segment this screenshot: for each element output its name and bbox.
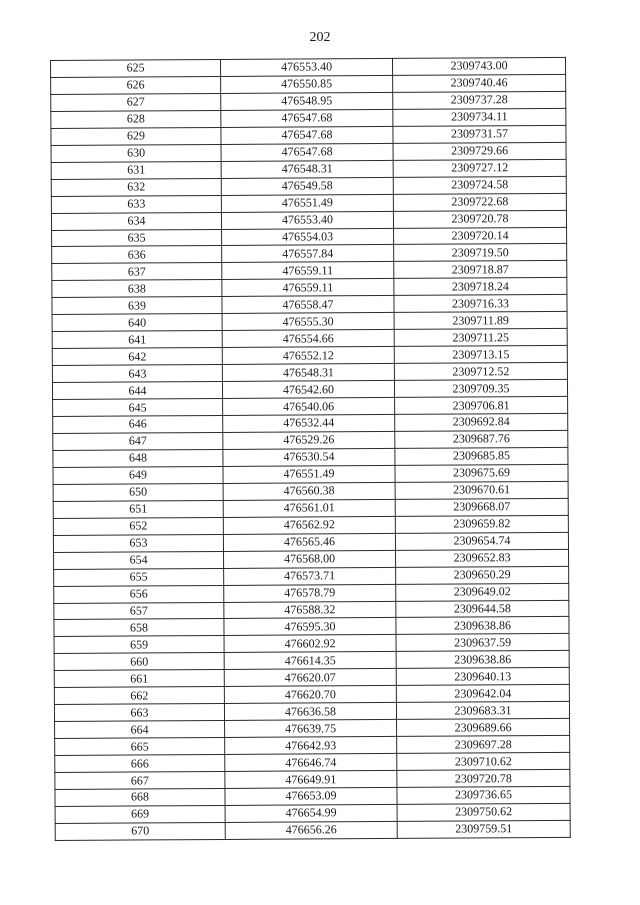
y-coordinate-cell: 2309720.14 — [394, 227, 567, 245]
point-number-cell: 667 — [55, 771, 225, 789]
x-coordinate-cell: 476620.70 — [224, 686, 396, 704]
point-number-cell: 633 — [51, 195, 221, 213]
table-row — [55, 820, 570, 840]
x-coordinate-cell: 476642.93 — [225, 737, 397, 755]
y-coordinate-cell: 2309731.57 — [393, 125, 566, 143]
point-number-cell: 635 — [52, 229, 222, 247]
point-number-cell: 646 — [53, 415, 223, 433]
y-coordinate-cell: 2309750.62 — [397, 803, 570, 821]
x-coordinate-cell: 476530.54 — [223, 448, 395, 466]
point-number-cell: 659 — [54, 636, 224, 654]
point-number-cell: 642 — [52, 348, 222, 366]
y-coordinate-cell: 2309675.69 — [395, 464, 568, 482]
point-number-cell: 652 — [53, 517, 223, 535]
y-coordinate-cell: 2309650.29 — [396, 566, 569, 584]
x-coordinate-cell: 476551.49 — [223, 465, 395, 483]
x-coordinate-cell: 476540.06 — [223, 397, 395, 415]
point-number-cell: 657 — [54, 602, 224, 620]
x-coordinate-cell: 476542.60 — [222, 381, 394, 399]
coordinate-table — [50, 57, 571, 841]
x-coordinate-cell: 476620.07 — [224, 669, 396, 687]
point-number-cell: 656 — [54, 585, 224, 603]
x-coordinate-cell: 476578.79 — [224, 584, 396, 602]
point-number-cell: 631 — [51, 161, 221, 179]
x-coordinate-cell: 476554.03 — [222, 228, 394, 246]
y-coordinate-cell: 2309670.61 — [395, 481, 568, 499]
point-number-cell: 648 — [53, 449, 223, 467]
point-number-cell: 639 — [52, 297, 222, 315]
x-coordinate-cell: 476547.68 — [221, 126, 393, 144]
y-coordinate-cell: 2309640.13 — [396, 668, 569, 686]
point-number-cell: 651 — [53, 500, 223, 518]
y-coordinate-cell: 2309711.25 — [394, 329, 567, 347]
point-number-cell: 636 — [52, 246, 222, 264]
x-coordinate-cell: 476560.38 — [223, 482, 395, 500]
x-coordinate-cell: 476550.85 — [221, 75, 393, 93]
y-coordinate-cell: 2309740.46 — [393, 74, 566, 92]
point-number-cell: 634 — [51, 212, 221, 230]
x-coordinate-cell: 476561.01 — [223, 499, 395, 517]
point-number-cell: 660 — [54, 653, 224, 671]
y-coordinate-cell: 2309729.66 — [393, 142, 566, 160]
point-number-cell: 658 — [54, 619, 224, 637]
y-coordinate-cell: 2309734.11 — [393, 108, 566, 126]
x-coordinate-cell: 476559.11 — [222, 262, 394, 280]
x-coordinate-cell: 476568.00 — [224, 550, 396, 568]
x-coordinate-cell: 476562.92 — [223, 516, 395, 534]
point-number-cell: 665 — [55, 738, 225, 756]
y-coordinate-cell: 2309710.62 — [397, 752, 570, 770]
point-number-cell: 632 — [51, 178, 221, 196]
y-coordinate-cell: 2309668.07 — [395, 498, 568, 516]
point-number-cell: 666 — [55, 755, 225, 773]
y-coordinate-cell: 2309713.15 — [394, 346, 567, 364]
y-coordinate-cell: 2309718.24 — [394, 278, 567, 296]
y-coordinate-cell: 2309711.89 — [394, 312, 567, 330]
y-coordinate-cell: 2309685.85 — [395, 447, 568, 465]
point-number-cell: 628 — [51, 110, 221, 128]
y-coordinate-cell: 2309649.02 — [396, 583, 569, 601]
point-number-cell: 644 — [52, 382, 222, 400]
y-coordinate-cell: 2309718.87 — [394, 261, 567, 279]
point-number-cell: 641 — [52, 331, 222, 349]
x-coordinate-cell: 476602.92 — [224, 635, 396, 653]
x-coordinate-cell: 476553.40 — [220, 58, 392, 76]
point-number-cell: 668 — [55, 788, 225, 806]
x-coordinate-cell: 476595.30 — [224, 618, 396, 636]
y-coordinate-cell: 2309642.04 — [396, 685, 569, 703]
x-coordinate-cell: 476548.95 — [221, 92, 393, 110]
x-coordinate-cell: 476636.58 — [224, 703, 396, 721]
y-coordinate-cell: 2309706.81 — [395, 396, 568, 414]
x-coordinate-cell: 476565.46 — [223, 533, 395, 551]
y-coordinate-cell: 2309692.84 — [395, 413, 568, 431]
point-number-cell: 630 — [51, 144, 221, 162]
point-number-cell: 654 — [54, 551, 224, 569]
y-coordinate-cell: 2309638.86 — [396, 617, 569, 635]
y-coordinate-cell: 2309638.86 — [396, 651, 569, 669]
x-coordinate-cell: 476639.75 — [225, 720, 397, 738]
y-coordinate-cell: 2309736.65 — [397, 786, 570, 804]
point-number-cell: 626 — [51, 76, 221, 94]
y-coordinate-cell: 2309719.50 — [394, 244, 567, 262]
x-coordinate-cell: 476558.47 — [222, 296, 394, 314]
y-coordinate-cell: 2309737.28 — [393, 91, 566, 109]
point-number-cell: 649 — [53, 466, 223, 484]
point-number-cell: 650 — [53, 483, 223, 501]
y-coordinate-cell: 2309683.31 — [396, 702, 569, 720]
x-coordinate-cell: 476557.84 — [222, 245, 394, 263]
point-number-cell: 643 — [52, 365, 222, 383]
y-coordinate-cell: 2309722.68 — [393, 193, 566, 211]
x-coordinate-cell: 476552.12 — [222, 347, 394, 365]
x-coordinate-cell: 476547.68 — [221, 109, 393, 127]
x-coordinate-cell: 476573.71 — [224, 567, 396, 585]
x-coordinate-cell: 476654.99 — [225, 804, 397, 822]
x-coordinate-cell: 476529.26 — [223, 431, 395, 449]
point-number-cell: 627 — [51, 93, 221, 111]
x-coordinate-cell: 476547.68 — [221, 143, 393, 161]
point-number-cell: 670 — [55, 822, 225, 840]
y-coordinate-cell: 2309697.28 — [397, 735, 570, 753]
x-coordinate-cell: 476559.11 — [222, 279, 394, 297]
point-number-cell: 662 — [54, 687, 224, 705]
x-coordinate-cell: 476588.32 — [224, 601, 396, 619]
point-number-cell: 647 — [53, 432, 223, 450]
coordinate-table-body — [51, 57, 571, 840]
y-coordinate-cell: 2309654.74 — [395, 532, 568, 550]
y-coordinate-cell: 2309727.12 — [393, 159, 566, 177]
y-coordinate-cell: 2309743.00 — [392, 57, 565, 75]
point-number-cell: 669 — [55, 805, 225, 823]
point-number-cell: 664 — [55, 721, 225, 739]
x-coordinate-cell: 476548.31 — [221, 160, 393, 178]
y-coordinate-cell: 2309652.83 — [395, 549, 568, 567]
x-coordinate-cell: 476551.49 — [221, 194, 393, 212]
x-coordinate-cell: 476614.35 — [224, 652, 396, 670]
x-coordinate-cell: 476532.44 — [223, 414, 395, 432]
y-coordinate-cell: 2309720.78 — [393, 210, 566, 228]
y-coordinate-cell: 2309644.58 — [396, 600, 569, 618]
point-number-cell: 661 — [54, 670, 224, 688]
y-coordinate-cell: 2309689.66 — [397, 719, 570, 737]
x-coordinate-cell: 476554.66 — [222, 330, 394, 348]
y-coordinate-cell: 2309659.82 — [395, 515, 568, 533]
point-number-cell: 637 — [52, 263, 222, 281]
point-number-cell: 640 — [52, 314, 222, 332]
x-coordinate-cell: 476649.91 — [225, 770, 397, 788]
y-coordinate-cell: 2309712.52 — [394, 363, 567, 381]
point-number-cell: 625 — [51, 59, 221, 77]
x-coordinate-cell: 476548.31 — [222, 364, 394, 382]
x-coordinate-cell: 476653.09 — [225, 787, 397, 805]
x-coordinate-cell: 476555.30 — [222, 313, 394, 331]
y-coordinate-cell: 2309687.76 — [395, 430, 568, 448]
point-number-cell: 629 — [51, 127, 221, 145]
point-number-cell: 645 — [53, 399, 223, 417]
y-coordinate-cell: 2309724.58 — [393, 176, 566, 194]
x-coordinate-cell: 476646.74 — [225, 753, 397, 771]
point-number-cell: 638 — [52, 280, 222, 298]
y-coordinate-cell: 2309759.51 — [397, 820, 570, 838]
x-coordinate-cell: 476549.58 — [221, 177, 393, 195]
y-coordinate-cell: 2309637.59 — [396, 634, 569, 652]
point-number-cell: 653 — [53, 534, 223, 552]
point-number-cell: 663 — [54, 704, 224, 722]
x-coordinate-cell: 476656.26 — [225, 821, 397, 839]
y-coordinate-cell: 2309720.78 — [397, 769, 570, 787]
y-coordinate-cell: 2309709.35 — [394, 379, 567, 397]
x-coordinate-cell: 476553.40 — [221, 211, 393, 229]
point-number-cell: 655 — [54, 568, 224, 586]
page-number: 202 — [309, 30, 331, 45]
y-coordinate-cell: 2309716.33 — [394, 295, 567, 313]
